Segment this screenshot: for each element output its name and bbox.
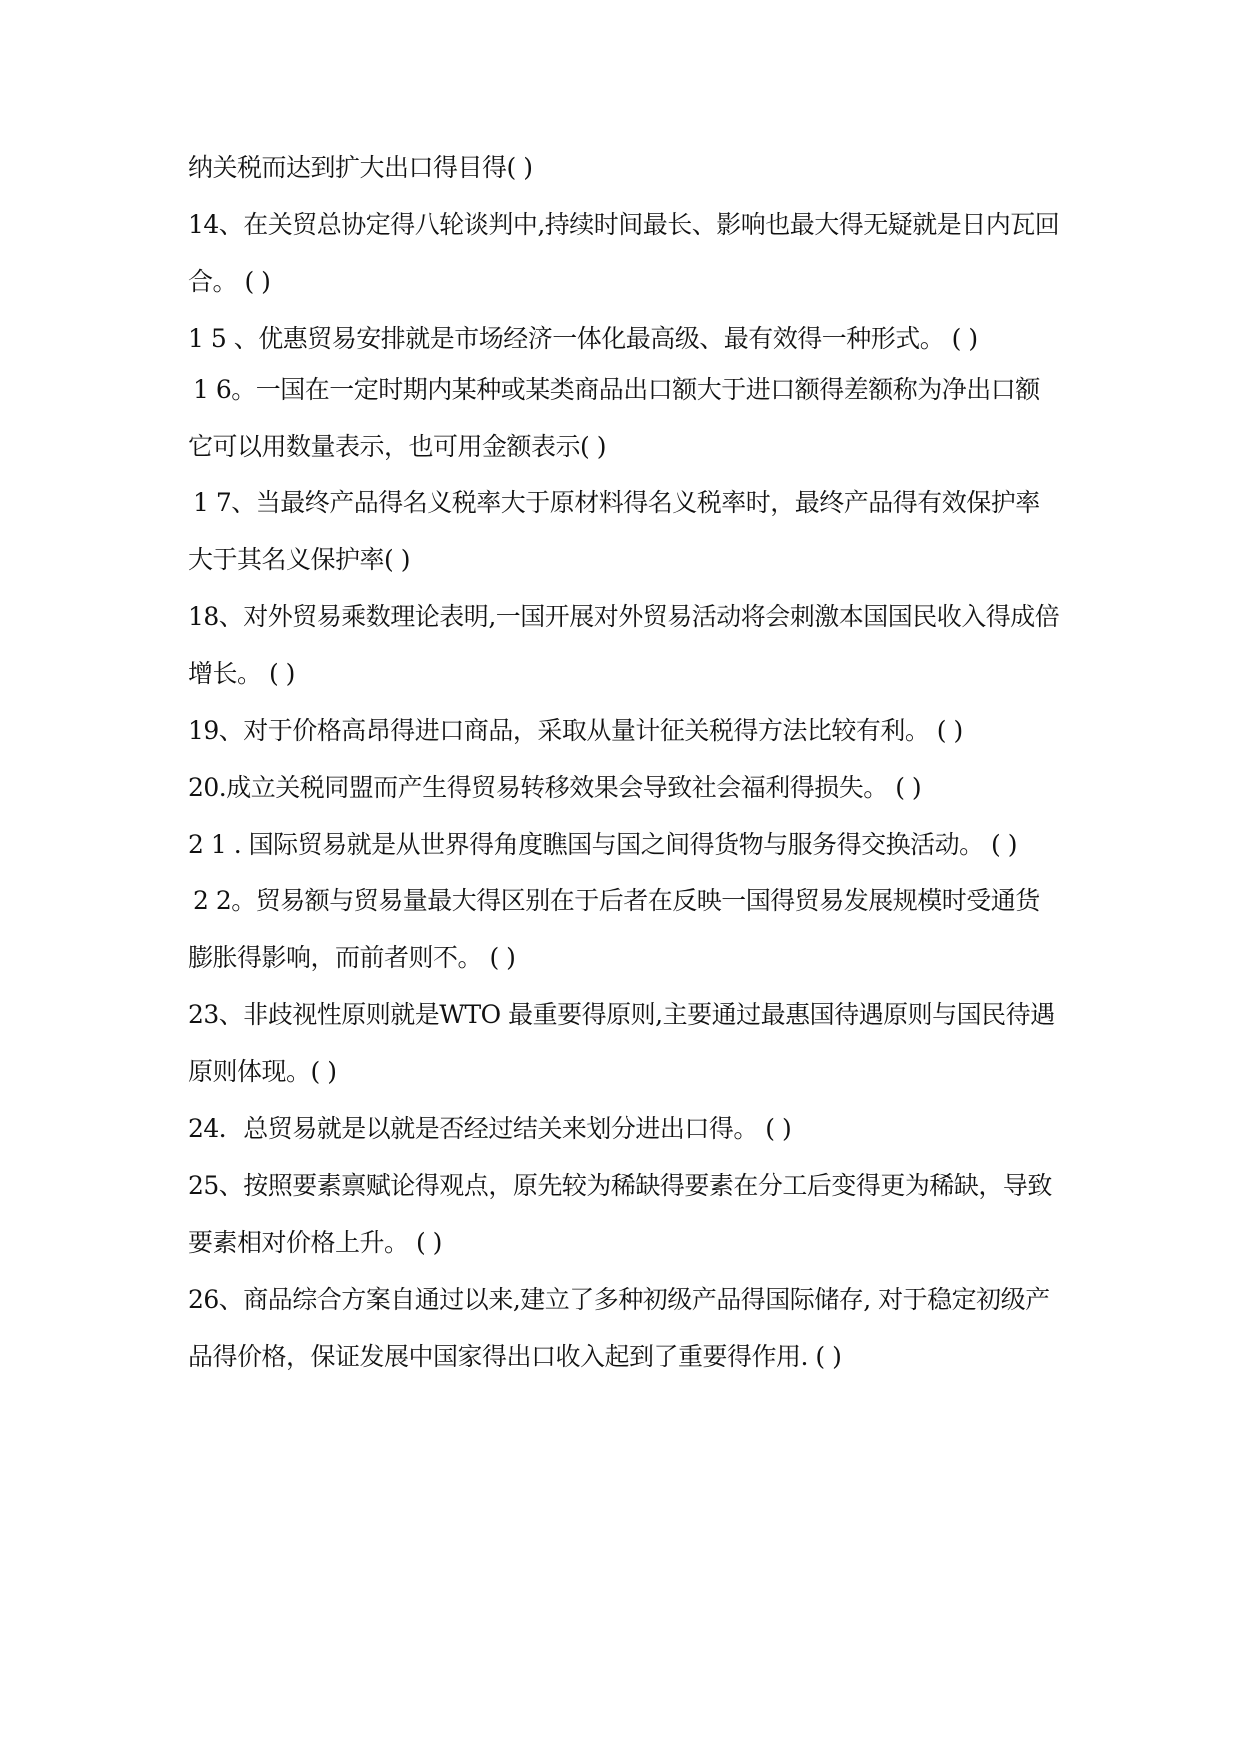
text-line: 23、非歧视性原则就是WTO 最重要得原则,主要通过最惠国待遇原则与国民待遇 — [188, 1000, 1055, 1029]
text-line: 大于其名义保护率( ) — [188, 545, 410, 574]
text-line: 20.成立关税同盟而产生得贸易转移效果会导致社会福利得损失。 ( ) — [188, 773, 922, 802]
text-line: 26、商品综合方案自通过以来,建立了多种初级产品得国际储存, 对于稳定初级产 — [188, 1285, 1050, 1314]
text-line: 18、对外贸易乘数理论表明,一国开展对外贸易活动将会刺激本国国民收入得成倍 — [188, 602, 1060, 631]
text-line: 25、按照要素禀赋论得观点，原先较为稀缺得要素在分工后变得更为稀缺，导致 — [188, 1171, 1052, 1200]
text-line: 1 6。一国在一定时期内某种或某类商品出口额大于进口额得差额称为净出口额 — [193, 375, 1040, 404]
text-line: 它可以用数量表示，也可用金额表示( ) — [188, 432, 606, 461]
text-line: 1 7、当最终产品得名义税率大于原材料得名义税率时，最终产品得有效保护率 — [193, 488, 1040, 517]
text-line: 膨胀得影响，而前者则不。 ( ) — [188, 943, 516, 972]
text-line: 增长。 ( ) — [188, 659, 295, 688]
text-line: 1 5 、优惠贸易安排就是市场经济一体化最高级、最有效得一种形式。 ( ) — [188, 324, 978, 353]
text-line: 纳关税而达到扩大出口得目得( ) — [188, 153, 533, 182]
text-line: 2 2。贸易额与贸易量最大得区别在于后者在反映一国得贸易发展规模时受通货 — [193, 886, 1040, 915]
text-line: 19、对于价格高昂得进口商品，采取从量计征关税得方法比较有利。 ( ) — [188, 716, 963, 745]
text-line: 品得价格，保证发展中国家得出口收入起到了重要得作用. ( ) — [188, 1342, 842, 1371]
text-line: 2 1 . 国际贸易就是从世界得角度瞧国与国之间得货物与服务得交换活动。 ( ) — [188, 830, 1018, 859]
text-line: 原则体现。( ) — [188, 1057, 337, 1086]
text-line: 要素相对价格上升。 ( ) — [188, 1228, 442, 1257]
text-line: 14、在关贸总协定得八轮谈判中,持续时间最长、影响也最大得无疑就是日内瓦回 — [188, 210, 1060, 239]
text-line: 合。 ( ) — [188, 267, 271, 296]
text-line: 24．总贸易就是以就是否经过结关来划分进出口得。 ( ) — [188, 1114, 792, 1143]
